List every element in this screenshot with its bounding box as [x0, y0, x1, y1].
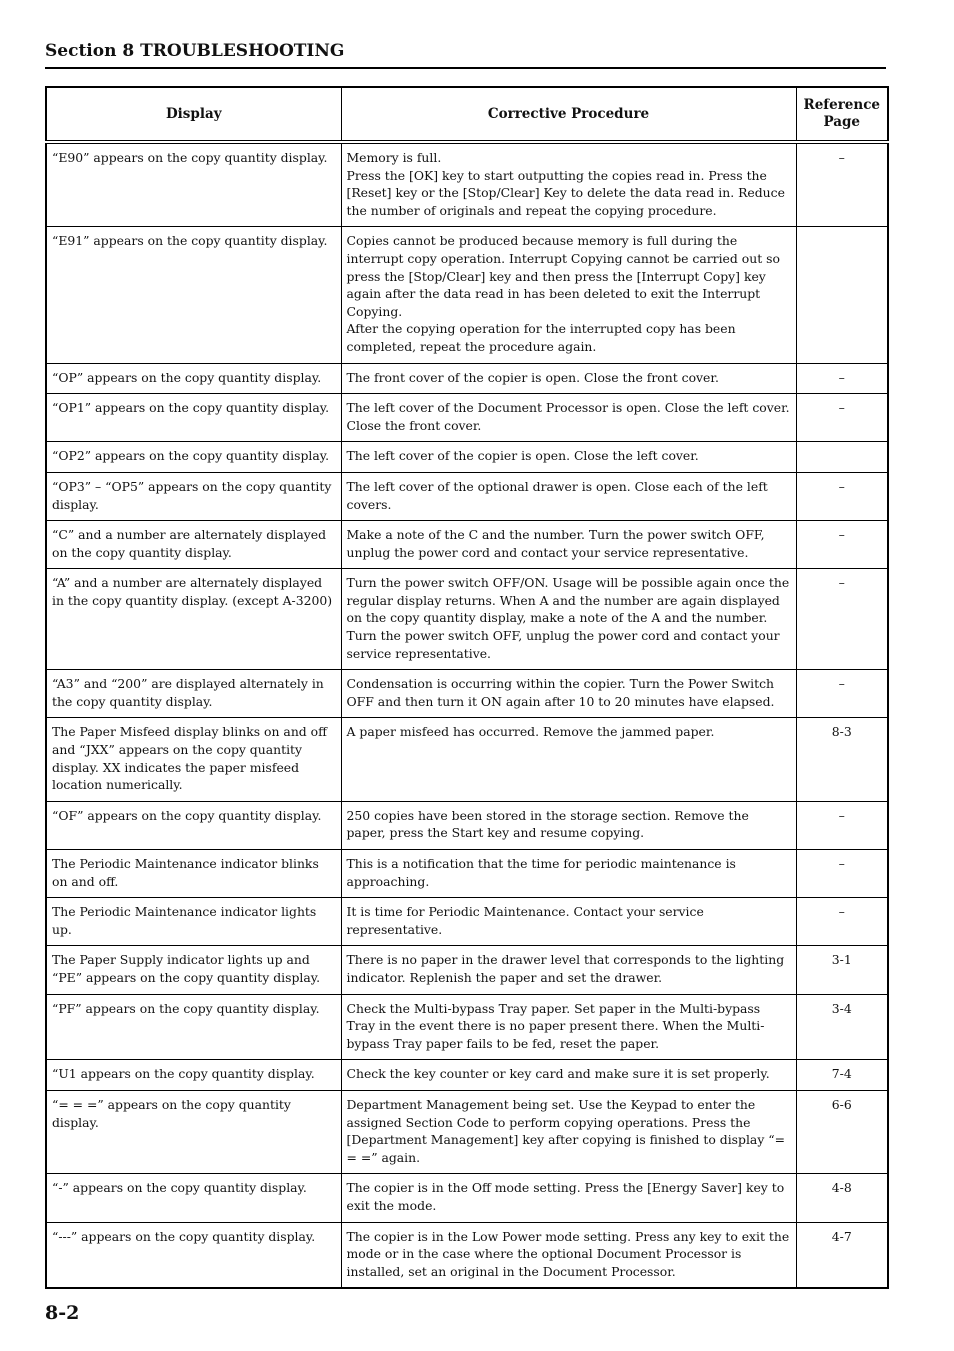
header-rule [45, 67, 886, 69]
display-cell: “A” and a number are alternately displayed in the copy quantity display. (except A-3200) [46, 569, 341, 670]
procedure-cell: Make a note of the C and the number. Turn the power switch OFF, unplug the power cord and contact your service representative. [341, 521, 796, 569]
procedure-cell: It is time for Periodic Maintenance. Contact your service representative. [341, 898, 796, 946]
table-row [46, 1174, 888, 1222]
table-row [46, 801, 888, 849]
reference-page-cell [796, 442, 888, 473]
column-header-display: Display [46, 87, 341, 142]
procedure-cell: 250 copies have been stored in the storage section. Remove the paper, press the Start key and resume copying. [341, 801, 796, 849]
table-row [46, 569, 888, 670]
reference-page-cell: – [796, 142, 888, 227]
procedure-cell: A paper misfeed has occurred. Remove the jammed paper. [341, 718, 796, 801]
column-header-procedure: Corrective Procedure [341, 87, 796, 142]
procedure-cell: The copier is in the Low Power mode setting. Press any key to exit the mode or in the case where the optional Document Processor is installed, set an original in the Document Processor. [341, 1222, 796, 1288]
display-cell: “OP3” – “OP5” appears on the copy quantity display. [46, 472, 341, 520]
procedure-cell: The copier is in the Off mode setting. Press the [Energy Saver] key to exit the mode. [341, 1174, 796, 1222]
reference-page-cell: – [796, 850, 888, 898]
table-row [46, 363, 888, 394]
table-row [46, 442, 888, 473]
table-row [46, 1090, 888, 1173]
display-cell: “E91” appears on the copy quantity display. [46, 227, 341, 363]
reference-page-cell: 3-1 [796, 946, 888, 994]
reference-page-cell: – [796, 472, 888, 520]
reference-page-cell: – [796, 521, 888, 569]
display-cell: “OP2” appears on the copy quantity display. [46, 442, 341, 473]
table-row [46, 946, 888, 994]
table-row [46, 898, 888, 946]
procedure-cell: Check the key counter or key card and make sure it is set properly. [341, 1060, 796, 1091]
display-cell: “-” appears on the copy quantity display. [46, 1174, 341, 1222]
table-row [46, 718, 888, 801]
procedure-cell: Condensation is occurring within the copier. Turn the Power Switch OFF and then turn it ON again after 10 to 20 minutes have elapsed. [341, 670, 796, 718]
section-title: Section 8 TROUBLESHOOTING [45, 41, 345, 61]
display-cell: “C” and a number are alternately displayed on the copy quantity display. [46, 521, 341, 569]
procedure-cell: Check the Multi-bypass Tray paper. Set paper in the Multi-bypass Tray in the event there is no paper present there. When the Multi-bypass Tray paper fails to be fed, reset the paper. [341, 994, 796, 1060]
display-cell: “OP” appears on the copy quantity display. [46, 363, 341, 394]
column-header-reference: Reference Page [796, 87, 888, 142]
table-row [46, 1222, 888, 1288]
procedure-cell: The left cover of the Document Processor is open. Close the left cover. Close the front cover. [341, 394, 796, 442]
procedure-cell: Copies cannot be produced because memory is full during the interrupt copy operation. Interrupt Copying cannot be carried out so press the [Stop/Clear] key and then press the [Interrupt Copy] key again after the data read in has been deleted to exit the Interrupt Copying. After the copying operation for the interrupted copy has been completed, repeat the procedure again. [341, 227, 796, 363]
reference-page-cell: – [796, 898, 888, 946]
table-body [46, 142, 888, 1288]
display-cell: The Periodic Maintenance indicator lights up. [46, 898, 341, 946]
procedure-cell: The front cover of the copier is open. Close the front cover. [341, 363, 796, 394]
display-cell: “---” appears on the copy quantity display. [46, 1222, 341, 1288]
reference-page-cell: 6-6 [796, 1090, 888, 1173]
table-row [46, 994, 888, 1060]
reference-page-cell: 3-4 [796, 994, 888, 1060]
display-cell: “U1 appears on the copy quantity display. [46, 1060, 341, 1091]
procedure-cell: Turn the power switch OFF/ON. Usage will be possible again once the regular display returns. When A and the number are again displayed on the copy quantity display, make a note of the A and the number. Turn the power switch OFF, unplug the power cord and contact your service representative. [341, 569, 796, 670]
table-row [46, 394, 888, 442]
reference-page-cell: – [796, 363, 888, 394]
display-cell: The Paper Supply indicator lights up and “PE” appears on the copy quantity display. [46, 946, 341, 994]
display-cell: “OF” appears on the copy quantity display. [46, 801, 341, 849]
procedure-cell: There is no paper in the drawer level that corresponds to the lighting indicator. Replenish the paper and set the drawer. [341, 946, 796, 994]
reference-page-cell: 7-4 [796, 1060, 888, 1091]
display-cell: “E90” appears on the copy quantity display. [46, 142, 341, 227]
table-row [46, 227, 888, 363]
procedure-cell: The left cover of the optional drawer is open. Close each of the left covers. [341, 472, 796, 520]
table-row [46, 472, 888, 520]
reference-page-cell [796, 227, 888, 363]
reference-page-cell: – [796, 569, 888, 670]
reference-page-cell: 4-7 [796, 1222, 888, 1288]
display-cell: “A3” and “200” are displayed alternately in the copy quantity display. [46, 670, 341, 718]
table-row [46, 670, 888, 718]
display-cell: “PF” appears on the copy quantity display. [46, 994, 341, 1060]
reference-page-cell: – [796, 801, 888, 849]
display-cell: “OP1” appears on the copy quantity display. [46, 394, 341, 442]
procedure-cell: The left cover of the copier is open. Close the left cover. [341, 442, 796, 473]
reference-page-cell: – [796, 394, 888, 442]
reference-page-cell: – [796, 670, 888, 718]
display-cell: The Periodic Maintenance indicator blinks on and off. [46, 850, 341, 898]
reference-page-cell: 4-8 [796, 1174, 888, 1222]
display-cell: “= = =” appears on the copy quantity display. [46, 1090, 341, 1173]
troubleshooting-table [45, 86, 889, 1289]
procedure-cell: This is a notification that the time for periodic maintenance is approaching. [341, 850, 796, 898]
display-cell: The Paper Misfeed display blinks on and off and “JXX” appears on the copy quantity display. XX indicates the paper misfeed location numerically. [46, 718, 341, 801]
table-row [46, 142, 888, 227]
table-row [46, 850, 888, 898]
table-row [46, 1060, 888, 1091]
procedure-cell: Memory is full. Press the [OK] key to start outputting the copies read in. Press the [Reset] key or the [Stop/Clear] Key to delete the data read in. Reduce the number of originals and repeat the copying procedure. [341, 142, 796, 227]
page-number: 8-2 [45, 1302, 80, 1324]
procedure-cell: Department Management being set. Use the Keypad to enter the assigned Section Code to perform copying operations. Press the [Department Management] key after copying is finished to display “= = =” again. [341, 1090, 796, 1173]
reference-page-cell: 8-3 [796, 718, 888, 801]
table-header-row [46, 87, 888, 142]
table-row [46, 521, 888, 569]
